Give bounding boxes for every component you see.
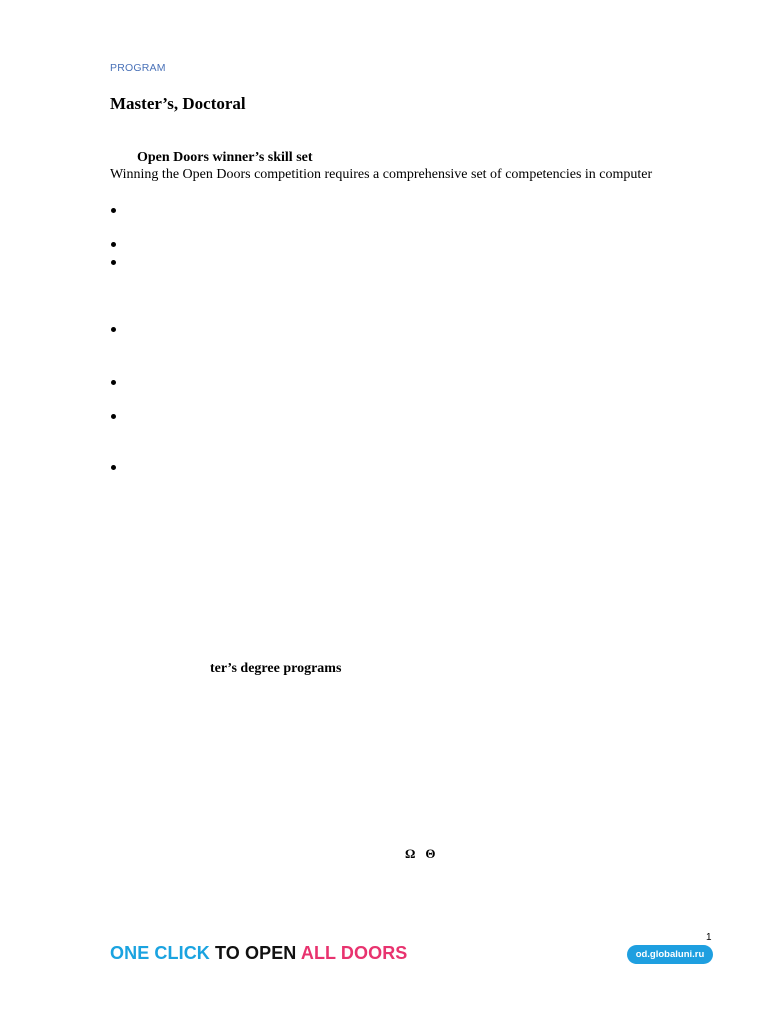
theta-symbol: Θ <box>425 846 436 861</box>
bullet-point-3 <box>110 258 120 268</box>
document-title: Master’s, Doctoral <box>110 94 246 113</box>
bullet-point-7 <box>110 463 120 473</box>
symbol-row <box>405 846 436 862</box>
bullet-point-5 <box>110 378 120 388</box>
site-url-badge[interactable]: od.globaluni.ru <box>627 945 713 964</box>
intro-paragraph: Winning the Open Doors competition requires a comprehensive set of competencies in computer <box>110 167 653 182</box>
bullet-point-6 <box>110 412 120 422</box>
section-heading: Open Doors winner’s skill set <box>137 150 313 165</box>
page-number: 1 <box>706 932 712 943</box>
bullet-point-1 <box>110 206 120 216</box>
slogan-part-to-open: TO OPEN <box>215 943 297 963</box>
footer-slogan <box>110 943 407 964</box>
fragment-heading: ter’s degree programs <box>210 661 342 676</box>
slogan-part-all-doors: ALL DOORS <box>300 943 408 963</box>
bullet-point-2 <box>110 240 120 250</box>
omega-symbol: Ω <box>405 846 416 861</box>
slogan-part-one-click: ONE CLICK <box>110 943 210 963</box>
header-label: PROGRAM <box>110 62 166 74</box>
bullet-point-4 <box>110 325 120 335</box>
